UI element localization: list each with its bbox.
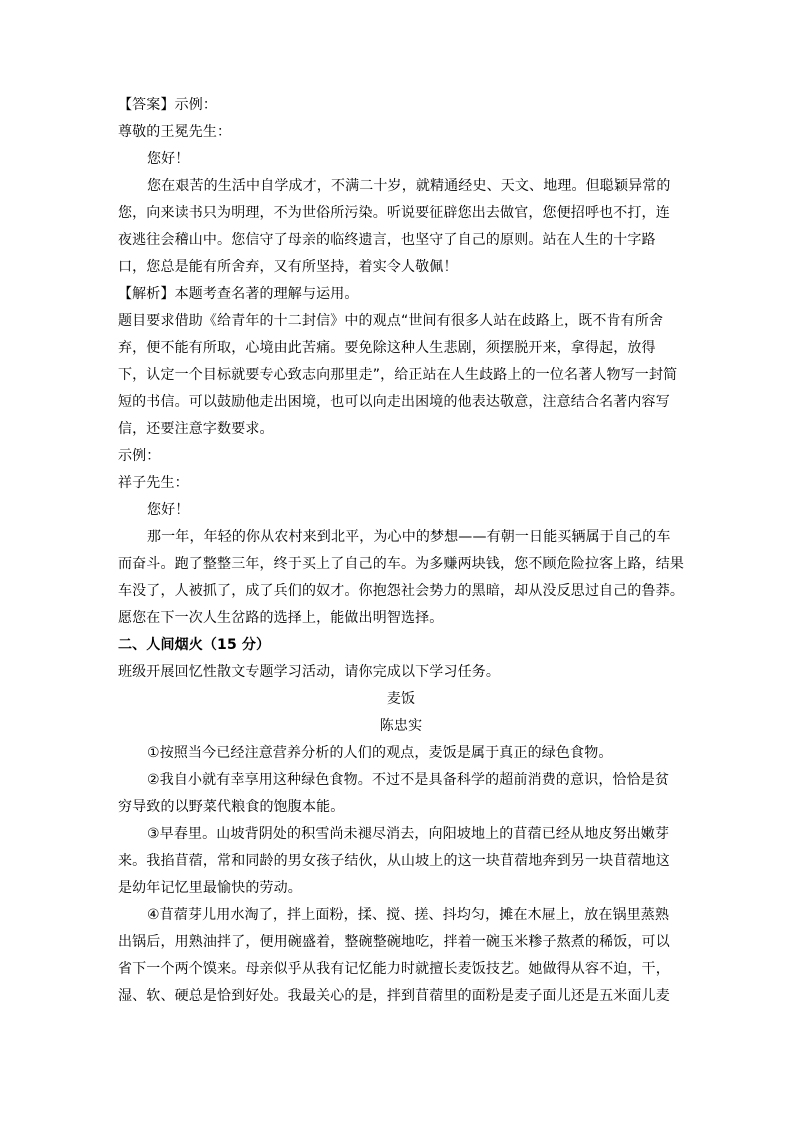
text-line: ①按照当今已经注意营养分析的人们的观点，麦饭是属于真正的绿色食物。 (147, 745, 613, 761)
text-line: 祥子先生： (118, 475, 189, 491)
text-line: 信，还要注意字数要求。 (118, 421, 274, 437)
text-line: 您在艰苦的生活中自学成才，不满二十岁，就精通经史、天文、地理。但聪颖异常的 (147, 178, 671, 194)
text-line: 弃，便不能有所取，心境由此苦痛。要免除这种人生悲剧，须摆脱开来，拿得起，放得 (118, 340, 656, 356)
text-line: 口，您总是能有所舍弃，又有所坚持，着实令人敬佩！ (118, 259, 458, 275)
text-line: 班级开展回忆性散文专题学习活动，请你完成以下学习任务。 (118, 664, 501, 680)
text-line: 您好！ (147, 151, 190, 167)
text-line: 夜逃往会稽山中。您信守了母亲的临终遗言，也坚守了自己的原则。站在人生的十字路 (118, 232, 656, 248)
document-body (118, 92, 684, 1010)
section-heading: 二、人间烟火（15 分） (118, 637, 271, 653)
text-line: 是幼年记忆里最愉快的劳动。 (118, 880, 302, 896)
text-line: 尊敬的王冕先生： (118, 124, 232, 140)
centered-text-line: 陈忠实 (379, 718, 423, 734)
text-line: 来。我掐苜蓿，常和同龄的男女孩子结伙，从山坡上的这一块苜蓿地奔到另一块苜蓿地这 (118, 853, 670, 869)
text-line: 示例： (118, 448, 161, 464)
text-line: ③早春里。山坡背阴处的积雪尚未褪尽消去，向阳坡地上的苜蓿已经从地皮努出嫩芽 (147, 826, 670, 842)
text-line: 您好！ (147, 502, 190, 518)
text-line: ②我自小就有幸享用这种绿色食物。不过不是具备科学的超前消费的意识，恰恰是贫 (147, 772, 670, 788)
text-line: 【答案】示例： (118, 97, 218, 113)
text-line: 下，认定一个目标就要专心致志向那里走”，给正站在人生歧路上的一位名著人物写一封简 (118, 367, 678, 383)
centered-text-line: 麦饭 (386, 691, 416, 707)
text-line: 湿、软、硬总是恰到好处。我最关心的是，拌到苜蓿里的面粉是麦子面儿还是五米面儿麦 (118, 988, 670, 1004)
text-line: 穷导致的以野菜代粮食的饱腹本能。 (118, 799, 345, 815)
text-line: 那一年，年轻的你从农村来到北平，为心中的梦想——有朝一日能买辆属于自己的车 (147, 529, 671, 545)
text-line: 车没了，人被抓了，成了兵们的奴才。你抱怨社会势力的黑暗，却从没反思过自己的鲁莽。 (118, 583, 684, 599)
text-line: 您，向来读书只为明理，不为世俗所污染。听说要征辟您出去做官，您便招呼也不打，连 (118, 205, 670, 221)
text-line: 题目要求借助《给青年的十二封信》中的观点“世间有很多人站在歧路上，既不肯有所舍 (118, 313, 664, 329)
text-line: 短的书信。可以鼓励他走出困境，也可以向走出困境的他表达敬意，注意结合名著内容写 (118, 394, 670, 410)
text-line: 而奋斗。跑了整整三年，终于买上了自己的车。为多赚两块钱，您不顾危险拉客上路，结果 (118, 556, 684, 572)
text-line: 出锅后，用熟油拌了，便用碗盛着，整碗整碗地吃，拌着一碗玉米糁子熬煮的稀饭，可以 (118, 934, 670, 950)
text-line: 省下一个两个馍来。母亲似乎从我有记忆能力时就擅长麦饭技艺。她做得从容不迫，干， (118, 961, 670, 977)
text-line: 愿您在下一次人生岔路的选择上，能做出明智选择。 (118, 610, 444, 626)
text-line: ④苜蓿芽儿用水淘了，拌上面粉，揉、搅、搓、抖均匀，摊在木屉上，放在锅里蒸熟 (147, 907, 670, 923)
text-line: 【解析】本题考查名著的理解与运用。 (118, 286, 359, 302)
